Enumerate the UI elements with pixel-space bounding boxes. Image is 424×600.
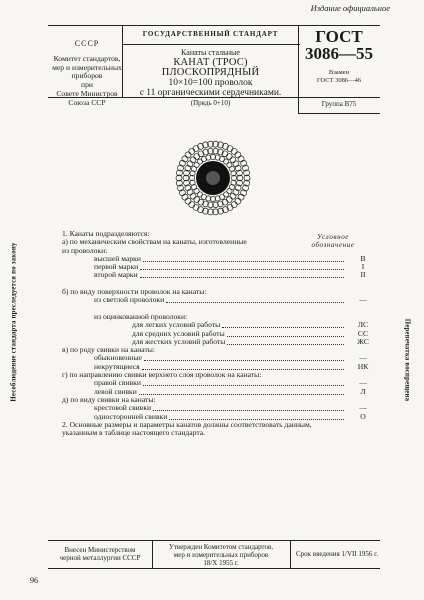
title-block (125, 48, 296, 108)
rope-wire-outer (182, 156, 188, 162)
issuer-line: Комитет стандартов, (53, 53, 121, 63)
effective-date: Срок введения 1/VII 1956 г. (295, 550, 379, 558)
gost-number: 3086—55 (305, 44, 373, 63)
rope-wire-outer (235, 152, 241, 158)
leader-dots (143, 261, 344, 262)
row-label: г) по направлению свивки верхнего слоя проволок на канаты: (62, 370, 262, 380)
rope-wire-middle (226, 154, 232, 160)
rope-wire-outer (238, 194, 244, 200)
classification-body (60, 230, 378, 437)
row-label: из оцинкованной проволоки: (94, 311, 188, 321)
row-label: односторонней свивки (94, 411, 168, 421)
row-code: — (359, 295, 367, 305)
issuer-block (52, 40, 122, 108)
side-note-right (398, 300, 416, 420)
leader-dots (139, 394, 344, 395)
row-label: первой марки (94, 262, 139, 272)
subtitle: Канаты стальные (181, 48, 240, 57)
group-label: Группа В75 (321, 100, 357, 108)
rope-wire-inner (227, 188, 232, 193)
header-divider-right (298, 25, 299, 113)
rope-wire-middle (194, 154, 200, 160)
row-label: а) по механическим свойствам на канаты, изготовленные (62, 237, 247, 247)
issuer-line: Союза ССР (68, 97, 106, 107)
row-code: СС (357, 328, 369, 338)
row-code: НК (357, 361, 369, 371)
footer-divider-2 (290, 540, 291, 568)
row-code: I (361, 262, 365, 272)
approved-line: Утвержден Комитетом стандартов, (168, 543, 274, 551)
side-note-left (4, 212, 24, 432)
rope-wire-outer (235, 198, 241, 204)
replaces-standard: ГОСТ 3086—46 (316, 76, 362, 84)
rope-wire-middle (233, 189, 239, 195)
page-number: 96 (30, 576, 38, 585)
issuer-line: при (81, 80, 93, 90)
approved-line: 18/X 1955 г. (203, 559, 239, 567)
rope-wire-outer (231, 202, 237, 208)
rope-wire-middle (226, 197, 232, 203)
rope-wire-middle (233, 161, 239, 167)
introduced-line: Внесен Министерством (64, 546, 136, 554)
row-label: для жестких условий работы (132, 336, 226, 346)
leader-dots (227, 344, 344, 345)
rope-wire-inner (194, 162, 199, 167)
classification-row (60, 271, 378, 279)
rope-wire-outer (189, 148, 195, 154)
leader-dots (144, 360, 344, 361)
row-label: для легких условий работы (132, 320, 221, 330)
title-line-4: (Прядь 0+10) (190, 99, 231, 107)
rope-core-highlight (206, 171, 220, 185)
row-code: II (360, 270, 366, 280)
leader-dots (222, 327, 344, 328)
footer-top-rule (48, 540, 380, 541)
side-note-left-text: Несоблюдение стандарта преследуется по закону (10, 242, 18, 402)
row-code: — (359, 378, 367, 388)
row-code: ЛС (357, 320, 369, 330)
rope-wire-outer (231, 148, 237, 154)
header-divider-left (122, 25, 123, 97)
row-label: б) по виду поверхности проволок на канаты: (62, 287, 207, 297)
row-code: В (360, 253, 366, 263)
rope-wire-middle (190, 193, 196, 199)
gost-block (300, 28, 378, 84)
row-label: левой свивки (94, 386, 137, 396)
rope-wire-outer (182, 194, 188, 200)
leader-dots (143, 385, 344, 386)
row-label: правой свивки (94, 378, 141, 388)
title-line-2: 10×10=100 проволок (168, 78, 253, 88)
rope-wire-middle (194, 197, 200, 203)
rope-wire-middle (187, 189, 193, 195)
title-line-3: с 11 органическими сердечниками. (139, 88, 282, 98)
gost-label: ГОСТ (315, 27, 363, 46)
rope-wire-inner (197, 192, 202, 197)
row-code: — (359, 353, 367, 363)
state-standard-label: ГОСУДАРСТВЕННЫЙ СТАНДАРТ (142, 30, 279, 38)
header-top-rule (48, 25, 380, 26)
issuer-line: Совете Министров (56, 88, 118, 98)
row-label: 1. Канаты подразделяются: (62, 229, 150, 238)
rope-wire-outer (185, 198, 191, 204)
rope-wire-middle (230, 193, 236, 199)
row-code: — (359, 403, 367, 413)
group-rule (298, 113, 380, 114)
code-header-line: Условное (316, 233, 350, 241)
classification-row (60, 429, 378, 437)
classification-row (60, 238, 378, 246)
side-note-right-text: Перепечатка воспрещена (403, 318, 411, 402)
ussr-label: СССР (74, 39, 100, 48)
leader-dots (140, 269, 344, 270)
row-label: некрутящиеся (94, 361, 140, 371)
rope-wire-outer (185, 152, 191, 158)
rope-wire-middle (190, 157, 196, 163)
code-header-line: обозначение (311, 241, 355, 249)
issuer-line: приборов (71, 71, 103, 81)
row-label: указанным в таблице настоящего стандарта. (62, 428, 206, 438)
row-label: крестовой свивки (94, 403, 152, 413)
footer-divider-1 (152, 540, 153, 568)
row-code: Л (360, 386, 366, 396)
rope-wire-middle (230, 157, 236, 163)
approved-by (154, 543, 288, 567)
rope-wire-outer (189, 202, 195, 208)
edition-label: Издание официальное (310, 3, 390, 13)
rope-wire-middle (187, 161, 193, 167)
footer-bottom-rule (48, 568, 380, 569)
replaces-block (300, 69, 378, 84)
replaces-label: Взамен (328, 69, 350, 76)
approved-line: мер и измерительных приборов (173, 551, 269, 559)
row-label: второй марки (94, 270, 138, 280)
issuer-line: мер и измерительных (52, 62, 122, 72)
header-mid-rule (122, 44, 300, 45)
leader-dots (140, 277, 344, 278)
row-label: из светлой проволоки (94, 295, 165, 305)
row-code: О (360, 411, 366, 421)
row-label: обыкновенные (94, 353, 142, 363)
row-label: из проволоки: (62, 245, 108, 255)
title-line-1: КАНАТ (ТРОС) ПЛОСКОПРЯДНЫЙ (161, 57, 260, 78)
introduced-line: черной металлургии СССР (59, 554, 141, 562)
row-label: в) по роду свивки на канаты: (62, 345, 156, 355)
leader-dots (166, 302, 344, 303)
row-label: высшей марки (94, 253, 141, 263)
row-code: ЖС (357, 336, 369, 346)
row-label: д) по виду свивки на канаты: (62, 394, 156, 404)
rope-wire-inner (223, 159, 228, 164)
leader-dots (153, 410, 344, 411)
classification-row (60, 296, 378, 304)
leader-dots (227, 336, 344, 337)
rope-cross-section-figure (173, 138, 253, 218)
introduced-by (50, 546, 150, 562)
rope-wire-outer (238, 156, 244, 162)
row-label: 2. Основные размеры и параметры канатов должны соответствовать данным, (62, 419, 312, 429)
row-label: для средних условий работы (132, 328, 225, 338)
